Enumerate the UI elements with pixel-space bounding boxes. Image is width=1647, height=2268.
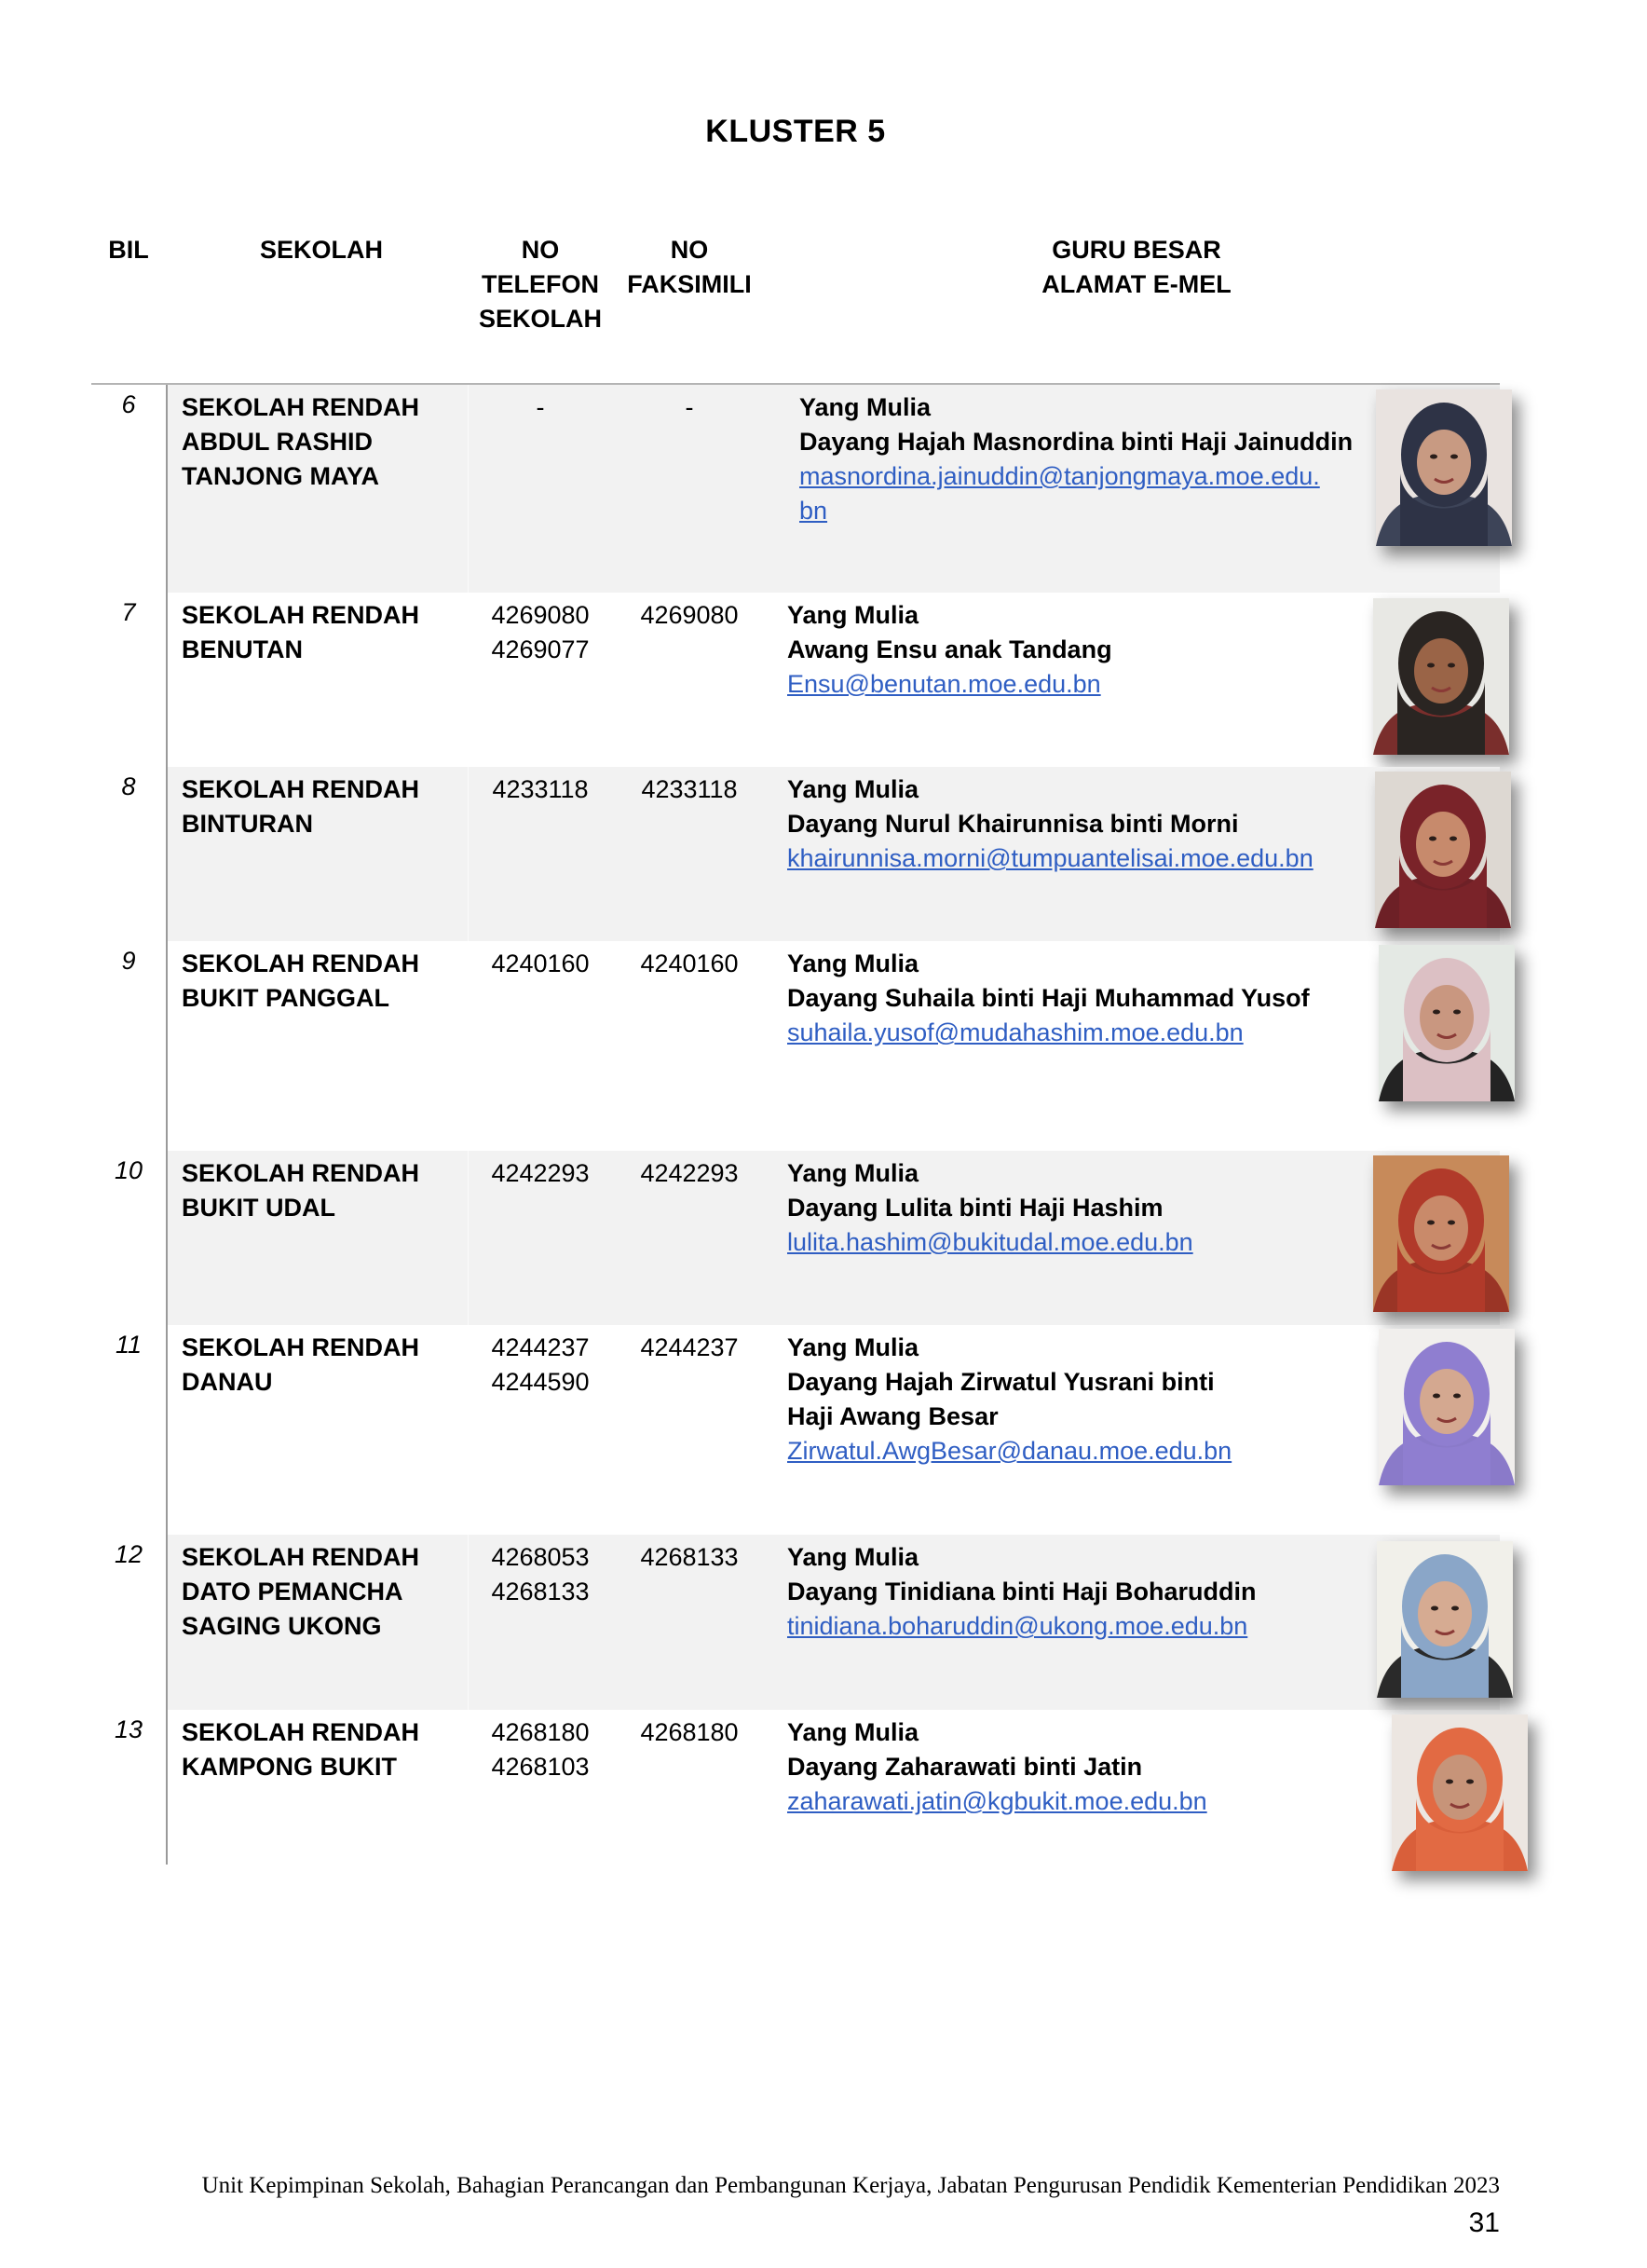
school-fax bbox=[624, 947, 755, 981]
telephone-number: - bbox=[536, 393, 545, 421]
header-faksimili-line: FAKSIMILI bbox=[627, 270, 752, 298]
header-telefon bbox=[475, 233, 606, 336]
row-stripe bbox=[468, 767, 469, 941]
footer-text: Unit Kepimpinan Sekolah, Bahagian Perancangan dan Pembangunan Kerjaya, Jabatan Pengurusan Pendidik Kementerian Pendidikan 2023 bbox=[201, 2173, 1500, 2198]
school-telephone bbox=[475, 1540, 606, 1609]
school-name-line: SEKOLAH RENDAH bbox=[182, 950, 420, 977]
telephone-number: 4269080 bbox=[491, 601, 590, 629]
headteacher-name: Awang Ensu anak Tandang bbox=[787, 635, 1112, 663]
email-line bbox=[787, 1225, 1346, 1260]
school-name bbox=[182, 1715, 461, 1784]
row-number: 7 bbox=[121, 598, 136, 626]
fax-number: 4233118 bbox=[641, 775, 738, 803]
fax-number: 4244237 bbox=[640, 1333, 739, 1361]
email-link[interactable]: lulita.hashim@bukitudal.moe.edu.bn bbox=[787, 1228, 1193, 1256]
school-name bbox=[182, 1540, 461, 1644]
page-number: 31 bbox=[1468, 2207, 1500, 2238]
school-telephone bbox=[475, 1331, 606, 1400]
school-name-line: SEKOLAH RENDAH bbox=[182, 1333, 420, 1361]
telephone-number: 4233118 bbox=[492, 775, 589, 803]
header-telefon-line: TELEFON bbox=[482, 270, 599, 298]
honorific: Yang Mulia bbox=[787, 1333, 919, 1361]
school-name-line: BENUTAN bbox=[182, 635, 303, 663]
page-title: KLUSTER 5 bbox=[705, 114, 886, 149]
headteacher-name: Dayang Hajah Zirwatul Yusrani binti bbox=[787, 1368, 1215, 1396]
telephone-number: 4244590 bbox=[491, 1368, 590, 1396]
honorific: Yang Mulia bbox=[787, 1543, 919, 1571]
telephone-number: 4268053 bbox=[491, 1543, 590, 1571]
email-link[interactable]: bn bbox=[799, 497, 828, 525]
headteacher-name: Haji Awang Besar bbox=[787, 1402, 999, 1430]
school-name-line: SAGING UKONG bbox=[182, 1612, 382, 1640]
headteacher-name: Dayang Tinidiana binti Haji Boharuddin bbox=[787, 1578, 1257, 1605]
school-name-line: DATO PEMANCHA bbox=[182, 1578, 403, 1605]
school-telephone bbox=[475, 1715, 606, 1784]
email-line bbox=[787, 1609, 1346, 1644]
headteacher-info bbox=[787, 1331, 1346, 1469]
header-sekolah-label: SEKOLAH bbox=[259, 236, 383, 264]
email-line bbox=[787, 1784, 1346, 1819]
telephone-number: 4240160 bbox=[491, 950, 590, 977]
fax-number: 4240160 bbox=[640, 950, 739, 977]
school-name-line: TANJONG MAYA bbox=[182, 462, 380, 490]
fax-number: 4269080 bbox=[640, 601, 739, 629]
row-number: 8 bbox=[121, 772, 136, 800]
row-stripe bbox=[468, 1151, 469, 1325]
header-faksimili-line: NO bbox=[670, 236, 709, 264]
school-name-line: BINTURAN bbox=[182, 810, 313, 838]
headteacher-name: Dayang Nurul Khairunnisa binti Morni bbox=[787, 810, 1239, 838]
headteacher-photo bbox=[1375, 772, 1511, 928]
school-name-line: KAMPONG BUKIT bbox=[182, 1753, 397, 1781]
school-fax bbox=[624, 1331, 755, 1365]
headteacher-photo bbox=[1379, 1329, 1515, 1485]
school-name-line: SEKOLAH RENDAH bbox=[182, 775, 420, 803]
school-name-line: SEKOLAH RENDAH bbox=[182, 601, 420, 629]
school-fax bbox=[624, 1715, 755, 1750]
honorific: Yang Mulia bbox=[787, 601, 919, 629]
header-guru-line: ALAMAT E-MEL bbox=[1041, 270, 1232, 298]
school-fax bbox=[624, 598, 755, 633]
headteacher-photo bbox=[1377, 1541, 1513, 1698]
header-guru-line: GURU BESAR bbox=[1052, 236, 1221, 264]
headteacher-info bbox=[787, 598, 1346, 702]
fax-number: 4268180 bbox=[640, 1718, 739, 1746]
row-number: 10 bbox=[114, 1156, 143, 1184]
header-faksimili bbox=[624, 233, 755, 302]
header-guru-besar bbox=[932, 233, 1341, 302]
school-name-line: SEKOLAH RENDAH bbox=[182, 393, 420, 421]
email-link[interactable]: Zirwatul.AwgBesar@danau.moe.edu.bn bbox=[787, 1437, 1232, 1465]
school-fax bbox=[624, 1156, 755, 1191]
headteacher-info bbox=[787, 772, 1346, 876]
headteacher-info bbox=[799, 390, 1358, 528]
school-telephone bbox=[475, 390, 606, 425]
honorific: Yang Mulia bbox=[787, 775, 919, 803]
school-name bbox=[182, 1156, 461, 1225]
fax-number: - bbox=[685, 393, 694, 421]
school-telephone bbox=[475, 598, 606, 667]
honorific: Yang Mulia bbox=[787, 1718, 919, 1746]
email-line bbox=[799, 494, 1358, 528]
header-telefon-line: SEKOLAH bbox=[478, 305, 602, 333]
row-number: 6 bbox=[121, 390, 136, 418]
school-name bbox=[182, 390, 461, 494]
headteacher-photo bbox=[1392, 1715, 1528, 1871]
school-fax bbox=[624, 1540, 755, 1575]
headteacher-photo bbox=[1373, 598, 1509, 755]
telephone-number: 4268133 bbox=[491, 1578, 590, 1605]
row-stripe bbox=[468, 385, 469, 593]
headteacher-name: Dayang Zaharawati binti Jatin bbox=[787, 1753, 1143, 1781]
fax-number: 4242293 bbox=[640, 1159, 739, 1187]
headteacher-photo bbox=[1379, 945, 1515, 1101]
school-telephone bbox=[475, 772, 606, 807]
row-number: 9 bbox=[121, 947, 136, 975]
school-name-line: SEKOLAH RENDAH bbox=[182, 1159, 420, 1187]
email-line bbox=[787, 667, 1346, 702]
school-name-line: BUKIT PANGGAL bbox=[182, 984, 389, 1012]
email-link[interactable]: Ensu@benutan.moe.edu.bn bbox=[787, 670, 1101, 698]
telephone-number: 4268180 bbox=[491, 1718, 590, 1746]
email-link[interactable]: khairunnisa.morni@tumpuantelisai.moe.edu.bn bbox=[787, 844, 1314, 872]
email-line bbox=[787, 1434, 1346, 1469]
school-name-line: BUKIT UDAL bbox=[182, 1194, 335, 1222]
row-number: 11 bbox=[115, 1331, 143, 1359]
header-sekolah bbox=[182, 233, 461, 267]
header-bil bbox=[91, 233, 166, 267]
school-telephone bbox=[475, 947, 606, 981]
honorific: Yang Mulia bbox=[799, 393, 932, 421]
telephone-number: 4269077 bbox=[491, 635, 590, 663]
headteacher-photo bbox=[1373, 1155, 1509, 1312]
email-line bbox=[799, 459, 1358, 494]
school-name bbox=[182, 1331, 461, 1400]
school-name-line: SEKOLAH RENDAH bbox=[182, 1543, 420, 1571]
row-number: 13 bbox=[114, 1715, 143, 1743]
school-fax bbox=[624, 390, 755, 425]
honorific: Yang Mulia bbox=[787, 950, 919, 977]
headteacher-info bbox=[787, 947, 1346, 1050]
telephone-number: 4242293 bbox=[491, 1159, 590, 1187]
school-fax bbox=[624, 772, 755, 807]
headteacher-name: Dayang Suhaila binti Haji Muhammad Yusof bbox=[787, 984, 1310, 1012]
school-telephone bbox=[475, 1156, 606, 1191]
email-link[interactable]: tinidiana.boharuddin@ukong.moe.edu.bn bbox=[787, 1612, 1248, 1640]
header-bil-label: BIL bbox=[108, 236, 149, 264]
telephone-number: 4244237 bbox=[491, 1333, 590, 1361]
row-stripe bbox=[468, 1535, 469, 1710]
headteacher-info bbox=[787, 1540, 1346, 1644]
school-name-line: SEKOLAH RENDAH bbox=[182, 1718, 420, 1746]
email-link[interactable]: suhaila.yusof@mudahashim.moe.edu.bn bbox=[787, 1018, 1244, 1046]
headteacher-photo bbox=[1376, 389, 1512, 546]
row-number: 12 bbox=[114, 1540, 143, 1568]
school-name bbox=[182, 947, 461, 1016]
email-line bbox=[787, 841, 1346, 876]
headteacher-name: Dayang Lulita binti Haji Hashim bbox=[787, 1194, 1164, 1222]
headteacher-info bbox=[787, 1156, 1346, 1260]
email-link[interactable]: zaharawati.jatin@kgbukit.moe.edu.bn bbox=[787, 1787, 1207, 1815]
honorific: Yang Mulia bbox=[787, 1159, 919, 1187]
headteacher-info bbox=[787, 1715, 1346, 1819]
school-name-line: ABDUL RASHID bbox=[182, 428, 374, 456]
email-link[interactable]: masnordina.jainuddin@tanjongmaya.moe.edu. bbox=[799, 462, 1320, 490]
fax-number: 4268133 bbox=[640, 1543, 739, 1571]
email-line bbox=[787, 1016, 1346, 1050]
headteacher-name: Dayang Hajah Masnordina binti Haji Jainuddin bbox=[799, 428, 1354, 456]
header-telefon-line: NO bbox=[521, 236, 560, 264]
school-name bbox=[182, 772, 461, 841]
school-name-line: DANAU bbox=[182, 1368, 273, 1396]
school-name bbox=[182, 598, 461, 667]
telephone-number: 4268103 bbox=[491, 1753, 590, 1781]
